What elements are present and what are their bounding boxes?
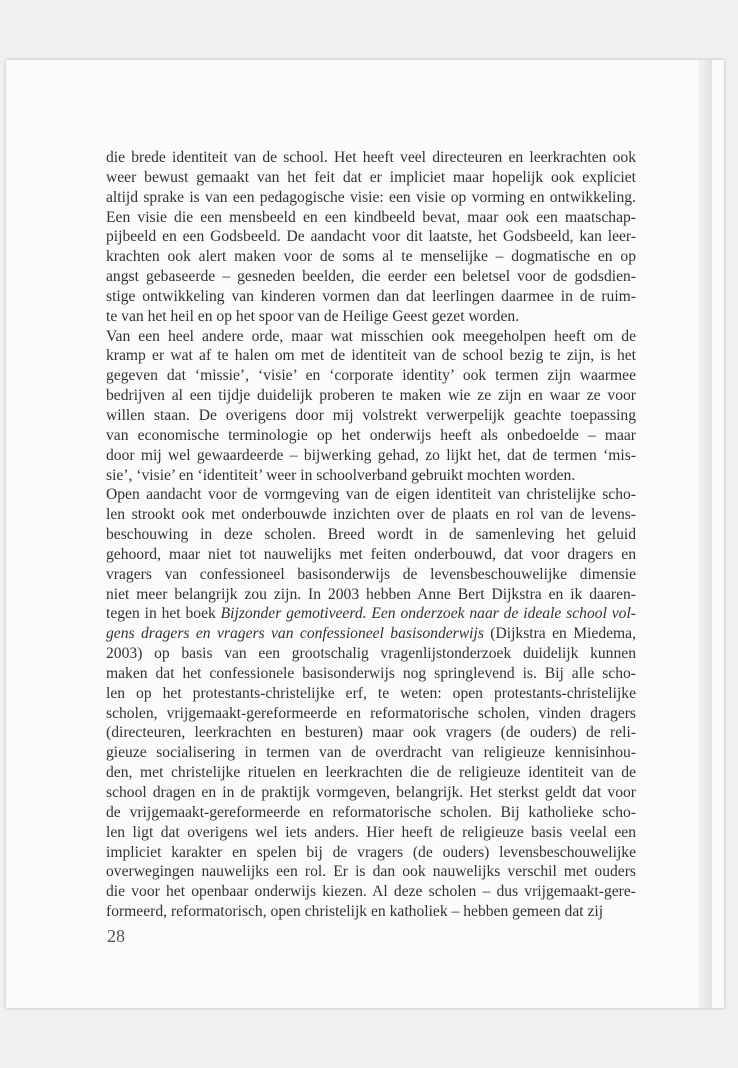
book-title-italic: Bijzonder gemotiveerd. Een onderzoek naar de ideale school vol-: [220, 605, 636, 623]
line-text: Van een heel andere orde, maar wat misschien ook meegeholpen heeft om de: [106, 327, 636, 345]
text-line: [106, 902, 636, 922]
line-text: beschouwing in deze scholen. Breed wordt in de samenleving het geluid: [106, 526, 636, 544]
line-text: gegeven dat ‘missie’, ‘visie’ en ‘corporate identity’ ook termen zijn waarmee: [106, 367, 636, 385]
line-text: weer bewust gemaakt van het feit dat er impliciet maar hopelijk ook expliciet: [106, 168, 636, 186]
text-line: [106, 843, 636, 863]
line-text: impliciet karakter en spelen bij de vragers (de ouders) levensbeschouwelijke: [106, 843, 636, 861]
text-line: [106, 664, 636, 684]
line-text: gieuze socialisering in termen van de overdracht van religieuze kennisinhou-: [106, 744, 636, 762]
page-gutter-shadow: [698, 60, 712, 1008]
paragraph-3: [106, 485, 636, 922]
line-text: Open aandacht voor de vormgeving van de eigen identiteit van christelijke scho-: [106, 486, 636, 504]
text-line: [106, 644, 636, 664]
line-text: te van het heil en op het spoor van de Heilige Geest gezet worden.: [106, 307, 520, 325]
text-line: [106, 466, 636, 486]
text-line: [106, 227, 636, 247]
text-line: [106, 247, 636, 267]
text-line: [106, 386, 636, 406]
text-line: [106, 783, 636, 803]
line-text: len ligt dat overigens wel iets anders. Hier heeft de religieuze basis veelal een: [106, 823, 636, 841]
line-text: (directeuren, leerkrachten en besturen) maar ook vragers (de ouders) de reli-: [106, 724, 636, 742]
line-text: die voor het openbaar onderwijs kiezen. Al deze scholen – dus vrijgemaakt-gere-: [106, 883, 636, 901]
line-text: kramp er wat af te halen om met de identiteit van de school bezig te zijn, is het: [106, 347, 636, 365]
line-text: school dragen en in de praktijk vormgeven, belangrijk. Het sterkst geldt dat voor: [106, 784, 636, 801]
line-text: vragers van confessioneel basisonderwijs de levensbeschouwelijke dimensie: [106, 565, 636, 583]
line-text: willen staan. De overigens door mij volstrekt verwerpelijk geachte toepassing: [106, 406, 636, 424]
line-text: die brede identiteit van de school. Het heeft veel directeuren en leerkrachten ook: [106, 149, 636, 166]
line-text: maken dat het confessionele basisonderwijs nog springlevend is. Bij alle scho-: [106, 664, 636, 682]
line-text: den, met christelijke rituelen en leerkrachten die de religieuze identiteit van de: [106, 764, 636, 782]
line-text: van economische terminologie op het onderwijs heeft als onbedoelde – maar: [106, 426, 636, 444]
line-text: overwegingen nauwelijks een rol. Er is dan ook nauwelijks verschil met ouders: [106, 863, 636, 881]
text-line: [106, 168, 636, 188]
text-line: [106, 723, 636, 743]
text-line: [106, 208, 636, 228]
text-line: [106, 763, 636, 783]
text-line: [106, 148, 636, 168]
text-line: [106, 366, 636, 386]
line-text: tegen in het boek: [106, 605, 221, 623]
line-text: stige ontwikkeling van kinderen vormen dan dat leerlingen daarmee in de ruim-: [106, 287, 636, 305]
text-line: [106, 287, 636, 307]
text-line: [106, 426, 636, 446]
text-line: [106, 505, 636, 525]
line-text: sie’, ‘visie’ en ‘identiteit’ weer in schoolverband gebruikt mochten worden.: [106, 466, 576, 484]
text-line: [106, 803, 636, 823]
text-line: [106, 267, 636, 287]
line-text: pijbeeld en een Godsbeeld. De aandacht voor dit laatste, het Godsbeeld, kan leer-: [106, 228, 636, 246]
text-line: [106, 525, 636, 545]
line-text: angst gebaseerde – gesneden beelden, die eerder een beletsel voor de godsdien-: [106, 268, 636, 286]
text-line: [106, 704, 636, 724]
text-line: [106, 485, 636, 505]
text-line: [106, 882, 636, 902]
paragraph-1: [106, 148, 636, 327]
text-line: [106, 585, 636, 605]
line-text: formeerd, reformatorisch, open christelijk en katholiek – hebben gemeen dat zij: [106, 903, 604, 921]
text-line: [106, 565, 636, 585]
line-text: 2003) op basis van een grootschalig vragenlijstonderzoek duidelijk kunnen: [106, 645, 636, 663]
paragraph-2: [106, 327, 636, 486]
text-line: [106, 684, 636, 704]
line-text: Een visie die een mensbeeld en een kindbeeld bevat, maar ook een maatschap-: [106, 208, 636, 226]
text-line: [106, 346, 636, 366]
text-line: [106, 823, 636, 843]
page-number: 28: [107, 926, 125, 946]
line-text: altijd sprake is van een pedagogische visie: een visie op vorming en ontwikkeling.: [106, 188, 636, 206]
text-line: [106, 406, 636, 426]
line-text: door mij wel gewaardeerde – bijwerking gehad, zo lijkt het, dat de termen ‘mis-: [106, 446, 636, 464]
line-text: niet meer belangrijk zou zijn. In 2003 hebben Anne Bert Dijkstra en ik daaren-: [106, 585, 636, 603]
book-title-italic: gens dragers en vragers van confessioneel basisonderwijs: [106, 625, 484, 643]
line-text: scholen, vrijgemaakt-gereformeerde en reformatorische scholen, vinden dragers: [106, 704, 636, 722]
line-text: bedrijven al een tijdje duidelijk proberen te maken wie ze zijn en waar ze voor: [106, 387, 636, 405]
text-line: [106, 604, 636, 624]
line-text: gehoord, maar niet tot nauwelijks met feiten onderbouwd, dat voor dragers en: [106, 545, 636, 563]
text-line: [106, 307, 636, 327]
line-text: (Dijkstra en Miedema,: [483, 625, 636, 643]
line-text: len strookt ook met onderbouwde inzichten over de plaats en rol van de levens-: [106, 506, 636, 524]
text-line: [106, 446, 636, 466]
body-text: [106, 148, 636, 922]
text-line: [106, 743, 636, 763]
line-text: de vrijgemaakt-gereformeerde en reformatorische scholen. Bij katholieke scho-: [106, 803, 636, 821]
text-line: [106, 188, 636, 208]
text-line: [106, 624, 636, 644]
line-text: len op het protestants-christelijke erf, te weten: open protestants-christelijke: [106, 684, 636, 702]
text-line: [106, 327, 636, 347]
text-line: [106, 545, 636, 565]
line-text: krachten ook alert maken voor de soms al te menselijke – dogmatische en op: [106, 248, 636, 266]
text-line: [106, 862, 636, 882]
